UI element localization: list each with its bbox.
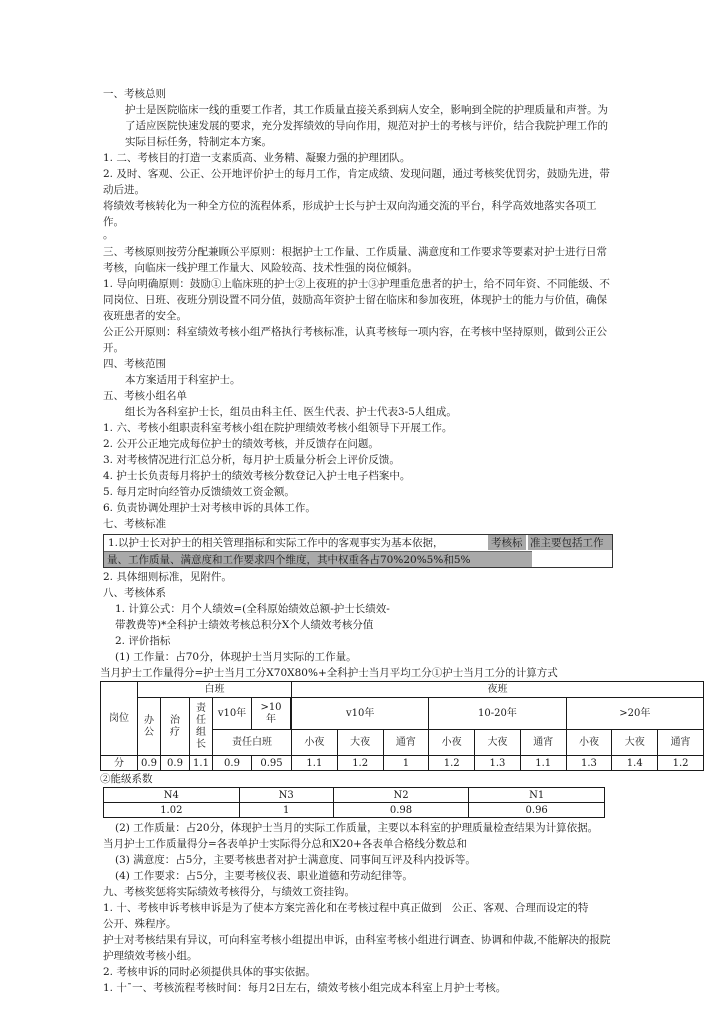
section-3-paragraph-2: 公正公开原则：科室绩效考核小组严格执行考核标准，认真考核每一项内容，在考核中坚持原则，做到公正公开。 [103,326,607,354]
big-night-header: 大夜 [475,730,521,756]
score-cell: 1.1 [520,756,566,771]
section-3-item-1: 1. 导向明确原则：鼓励①上临床班的护士②上夜班的护士③护理重危患者的护士，给不同年资、不同能级、不同岗位、日班、夜班分别设置不同分值，鼓励高年资护士留在临床和参加夜班，体现护士的能力与价值，确保夜班患者的安全。 [103,278,610,322]
night-gt20-header: >20年 [566,698,703,730]
section-5-item: 2. 公开公正地完成每位护士的绩效考核，并反馈存在问题。 [103,438,379,450]
section-7-item-2: 2. 具体细则标准，见附件。 [103,571,232,583]
satisfaction-item: (3) 满意度：占5分，主要考核患者对护士满意度、同事间互评及科内投诉等。 [115,854,476,866]
score-cell: 0.9 [138,756,161,771]
section-8-heading: 八、考核体系 [103,587,166,599]
section-5-item: 3. 对考核情况进行汇总分析，每月护士质量分析会上评价反馈。 [103,454,400,466]
score-cell: 1 [383,756,429,771]
appeal-item-1a: 1. 十、考核申诉考核申诉是为了使本方案完善化和在考核过程中真正做到 [103,902,442,914]
quality-item: (2) 工作质量：占20分，体现护士当月的实际工作质量，主要以本科室的护理质量检查结果为计算依据。 [115,822,599,834]
night-lt10-header: v10年 [292,698,429,730]
appeal-item-1 [103,900,615,916]
section-2-period: 。 [103,229,114,241]
score-cell: 1.3 [566,756,612,771]
process-item: 1. 十ˉ一、考核流程考核时间：每月2日左右，绩效考核小组完成本科室上月护士考核。 [103,982,507,994]
score-cell: 1.1 [292,756,338,771]
head-team-header: 责任组长 [196,702,206,750]
overnight-header: 通宵 [383,730,429,756]
night-shift-header: 夜班 [292,682,704,698]
coef-value: 1 [239,803,333,818]
appeal-item-1c: 公开、殊程序。 [103,918,177,930]
section-5-item: 4. 护士长负责每月将护士的绩效考核分数登记入护士电子档案中。 [103,470,411,482]
small-night-header: 小夜 [292,730,338,756]
section-5-item: 1. 六、考核小组职责科室考核小组在院护理绩效考核小组领导下开展工作。 [103,422,453,434]
day-shift-header: 白班 [138,682,292,698]
appeal-item-2: 2. 考核申诉的同时必须提供具体的事实依据。 [103,966,316,978]
score-label: 分 [101,756,138,771]
highlighted-standard-box [103,534,613,568]
coef-value: 0.96 [469,803,605,818]
section-1-paragraph: 护士是医院临床一线的重要工作者，其工作质量直接关系到病人安全，影响到全院的护理质量和声誉。为了适应医院快速发展的要求，充分发挥绩效的导向作用，规范对护士的考核与评价，结合我院护理工作的实际目标任务，特制定本方案。 [125,104,608,148]
section-5-item: 5. 每月定时向经管办反馈绩效工资金额。 [103,486,295,498]
night-10-20-header: 10-20年 [429,698,566,730]
standard-tag-2: 准主要包括工作 [530,537,604,549]
coef-header: N4 [104,788,240,803]
quality-formula: 当月护士工作质量得分=各表单护士实际得分总和X20+各表单合格线分数总和 [103,838,467,850]
coef-title: ②能级系数 [100,773,153,785]
section-2-item-2: 2. 及时、客观、公正、公开地评价护士的每月工作，肯定成绩、发现问题，通过考核奖优罚劣，鼓励先进，带动后进。 [103,168,610,196]
section-9-heading: 九、考核奖惩将实际绩效考核得分，与绩效工资挂钩。 [103,886,355,898]
position-header: 岗位 [101,682,138,756]
section-1-heading: 一、考核总则 [103,88,166,100]
section-7-heading: 七、考核标准 [103,518,166,530]
workload-table [100,681,704,771]
workload-formula: 当月护士工作量得分=护士当月工分X70X80%+全科护士当月平均工分①护士当月工分的计算方式 [100,667,558,679]
coef-header: N2 [333,788,469,803]
day-gt10-header: >10年 [260,701,282,725]
coef-header: N3 [239,788,333,803]
requirement-item: (4) 工作要求：占5分，主要考核仪表、职业道德和劳动纪律等。 [115,870,413,882]
standard-line-1: 1.以护士长对护士的相关管理指标和实际工作中的客观事实为基本依据， [108,537,444,549]
section-2-paragraph: 将绩效考核转化为一种全方位的流程体系，形成护士长与护士双向沟通交流的平台，科学高效地落实各项工作。 [103,200,597,228]
section-5-item: 6. 负责协调处理护士对考核申诉的具体工作。 [103,502,316,514]
workload-item: (1) 工作量：占70分，体现护士当月实际的工作量。 [115,651,357,663]
score-cell: 1.2 [658,756,704,771]
day-lt10-header: v10年 [217,708,247,719]
score-cell: 1.2 [337,756,383,771]
treatment-header: 治疗 [170,714,180,738]
section-2-item-1: 1. 二、考核目的打造一支素质高、业务精、凝聚力强的护理团队。 [103,152,411,164]
level-coefficient-table [103,787,605,818]
section-5-paragraph: 组长为各科室护士长，组员由科主任、医生代表、护士代表3-5人组成。 [125,406,457,418]
overnight-header: 通宵 [658,730,704,756]
section-4-paragraph: 本方案适用于科室护士。 [125,374,241,386]
big-night-header: 大夜 [337,730,383,756]
office-header: 办公 [144,714,154,738]
coef-value: 1.02 [104,803,240,818]
document-body [100,86,691,996]
score-cell: 0.95 [252,756,292,771]
big-night-header: 大夜 [612,730,658,756]
duty-day-header: 责任白班 [213,730,292,756]
section-5-heading: 五、考核小组名单 [103,390,187,402]
score-cell: 0.9 [161,756,190,771]
section-3-paragraph: 三、考核原则按劳分配兼顾公平原则：根据护士工作量、工作质量、满意度和工作要求等要素对护士进行日常考核，向临床一线护理工作量大、风险较高、技术性强的岗位倾斜。 [103,246,607,274]
evaluation-index: 2. 评价指标 [115,635,171,647]
coef-value: 0.98 [333,803,469,818]
score-cell: 1.2 [429,756,475,771]
standard-line-2: 量、工作质量、满意度和工作要求四个维度，其中权重各占70%20%5%和5% [104,551,532,567]
section-4-heading: 四、考核范围 [103,358,166,370]
small-night-header: 小夜 [429,730,475,756]
calc-formula-line-1: 1. 计算公式：月个人绩效=(全科原始绩效总额-护士长绩效- [115,603,390,615]
score-cell: 1.4 [612,756,658,771]
overnight-header: 通宵 [520,730,566,756]
coef-header: N1 [469,788,605,803]
appeal-paragraph: 护士对考核结果有异议，可向科室考核小组提出申诉，由科室考核小组进行调查、协调和仲裁,不能解决的报院护理绩效考核小组。 [103,934,611,962]
score-cell: 0.9 [213,756,252,771]
score-cell: 1.3 [475,756,521,771]
appeal-item-1b: 公正、客观、合理而设定的特 [451,902,589,914]
score-cell: 1.1 [190,756,213,771]
calc-formula-line-2: 带教费等)*全科护士绩效考核总积分X个人绩效考核分值 [115,619,374,631]
standard-tag-1: 考核标 [491,537,523,549]
small-night-header: 小夜 [566,730,612,756]
